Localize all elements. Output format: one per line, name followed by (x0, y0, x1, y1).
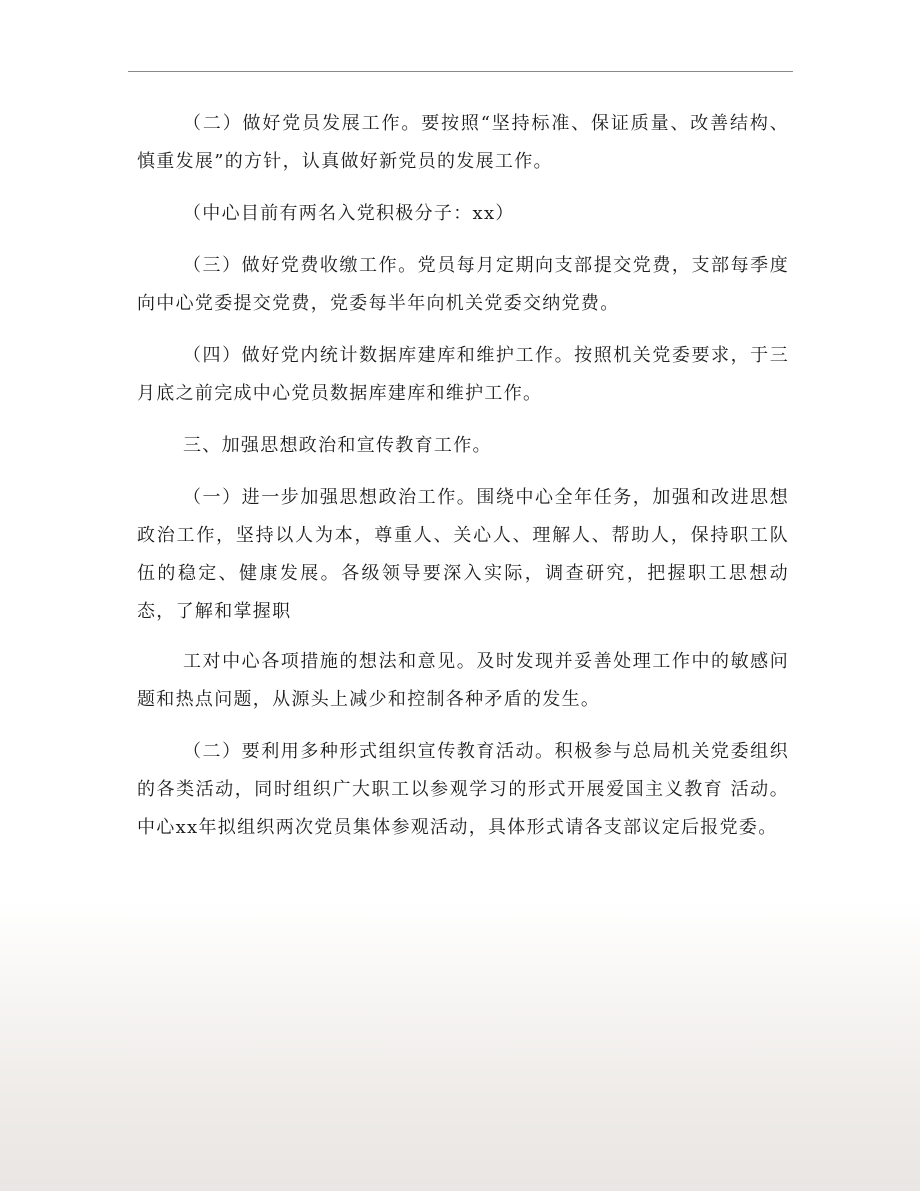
section-heading-ideological-work: 三、加强思想政治和宣传教育工作。 (183, 435, 492, 456)
paragraph-ideological-work-continued: 工对中心各项措施的想法和意见。及时发现并妥善处理工作中的敏感问题和热点问题，从源头上减少和控制各种矛盾的发生。 (137, 651, 789, 710)
document-body (137, 105, 789, 847)
paragraph-party-member-development: （二）做好党员发展工作。要按照“坚持标准、保证质量、改善结构、慎重发展”的方针，认真做好新党员的发展工作。 (137, 113, 789, 172)
paragraph-publicity-education: （二）要利用多种形式组织宣传教育活动。积极参与总局机关党委组织的各类活动，同时组织广大职工以参观学习的形式开展爱国主义教育 活动。中心xx年拟组织两次党员集体参观活动，具体形式请各支部议定后报党委。 (137, 741, 789, 838)
paragraph-party-dues: （三）做好党费收缴工作。党员每月定期向支部提交党费，支部每季度向中心党委提交党费，党委每半年向机关党委交纳党费。 (137, 255, 789, 314)
header-rule (128, 71, 793, 72)
paragraph-statistics-database: （四）做好党内统计数据库建库和维护工作。按照机关党委要求，于三月底之前完成中心党员数据库建库和维护工作。 (137, 345, 789, 404)
paragraph-ideological-work: （一）进一步加强思想政治工作。围绕中心全年任务，加强和改进思想政治工作，坚持以人为本，尊重人、关心人、理解人、帮助人，保持职工队伍的稳定、健康发展。各级领导要深入实际，调查研究，把握职工思想动态，了解和掌握职 (137, 487, 789, 622)
paragraph-activist-note: （中心目前有两名入党积极分子：xx） (183, 203, 515, 224)
